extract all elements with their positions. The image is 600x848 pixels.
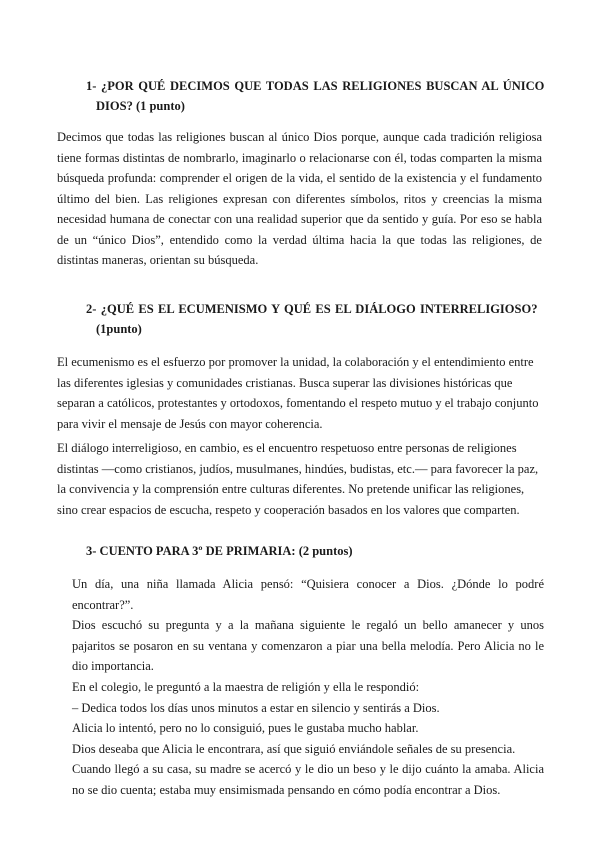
story-line: Cuando llegó a su casa, su madre se acercó y le dio un beso y le dijo cuánto la amaba. Alicia no se dio cuenta; estaba muy ensimismada pensando en cómo podía encontrar a Dios.	[72, 762, 544, 797]
story-line: Dios deseaba que Alicia le encontrara, así que siguió enviándole señales de su presencia.	[72, 741, 516, 756]
section-3-heading-text: 3- CUENTO PARA 3º DE PRIMARIA: (2 puntos)	[86, 544, 353, 558]
story-line: – Dedica todos los días unos minutos a estar en silencio y sentirás a Dios.	[72, 700, 440, 715]
story-line: En el colegio, le preguntó a la maestra de religión y ella le respondió:	[72, 679, 420, 694]
section-1-heading-line-1: 1- ¿POR QUÉ DECIMOS QUE TODAS LAS RELIGIONES BUSCAN AL ÚNICO	[86, 79, 545, 93]
section-1-paragraph: Decimos que todas las religiones buscan al único Dios porque, aunque cada tradición religiosa tiene formas distintas de nombrarlo, imaginarlo o relacionarse con él, todas comparten la misma búsqueda profunda: comprender el origen de la vida, el sentido de la existencia y el fundamento último del bien. Las religiones expresan con diferentes símbolos, ritos y creencias la misma necesidad humana de conectar con una realidad superior que da sentido y guía. Por eso se habla de un “único Dios”, entendido como la verdad última hacia la que todas las religiones, de distintas maneras, orientan su búsqueda.	[57, 130, 542, 267]
story-block	[72, 574, 544, 801]
section-2-paragraph-interreligious-dialogue: El diálogo interreligioso, en cambio, es el encuentro respetuoso entre personas de religiones distintas —como cristianos, judíos, musulmanes, hindúes, budistas, etc.— para favorecer la paz, la convivencia y la comprensión entre culturas diferentes. No pretende unificar las religiones, sino crear espacios de escucha, respeto y cooperación basados en los valores que comparten.	[57, 441, 539, 517]
story-line: Un día, una niña llamada Alicia pensó: “Quisiera conocer a Dios. ¿Dónde lo podré encontrar?”.	[72, 577, 544, 612]
story-line: Dios escuchó su pregunta y a la mañana siguiente le regaló un bello amanecer y unos pajaritos se posaron en su ventana y comenzaron a piar una bella melodía. Pero Alicia no le dio importancia.	[72, 618, 544, 674]
section-1-heading-line-2: DIOS? (1 punto)	[96, 99, 185, 113]
section-3-heading	[86, 541, 556, 561]
section-2-heading-line-1: 2- ¿QUÉ ES EL ECUMENISMO Y QUÉ ES EL DIÁLOGO INTERRELIGIOSO?	[86, 302, 538, 316]
story-line: Alicia lo intentó, pero no lo consiguió, pues le gustaba mucho hablar.	[72, 721, 419, 736]
section-2-heading	[86, 299, 556, 339]
section-2-heading-line-2: (1punto)	[96, 322, 142, 336]
section-1-heading	[86, 76, 556, 116]
section-2-paragraph-ecumenism: El ecumenismo es el esfuerzo por promover la unidad, la colaboración y el entendimiento entre las diferentes iglesias y comunidades cristianas. Busca superar las divisiones históricas que separan a católicos, protestantes y ortodoxos, fomentando el respeto mutuo y el trabajo conjunto para vivir el mensaje de Jesús con mayor coherencia.	[57, 355, 539, 431]
